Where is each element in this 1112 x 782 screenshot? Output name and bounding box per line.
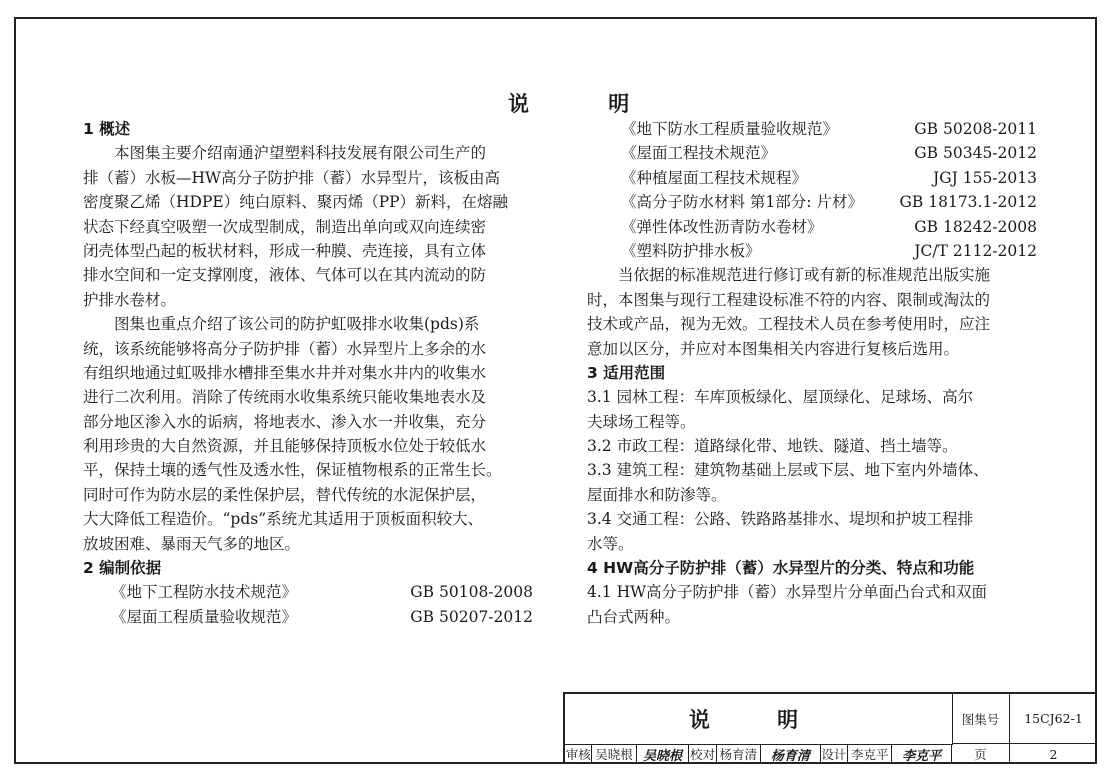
text-line: 有组织地通过虹吸排水槽排至集水井并对集水井内的收集水 [83, 363, 487, 382]
text-line: 水等。 [587, 534, 634, 553]
text-line: 3.1 园林工程：车库顶板绿化、屋顶绿化、足球场、高尔 [587, 388, 974, 407]
text-line: 同时可作为防水层的柔性保护层，替代传统的水泥保护层， [83, 485, 487, 504]
page-title: 说 明 [508, 91, 666, 116]
designer-signature: 李克平 [902, 748, 942, 764]
reference-code: GB 50108-2008 [410, 583, 533, 602]
section-1-paragraph-1 [83, 141, 533, 312]
check-label: 校对 [689, 744, 716, 764]
section-4-items [587, 580, 1037, 629]
text-line: 4.1 HW高分子防护排（蓄）水异型片分单面凸台式和双面 [587, 583, 988, 602]
section-2-title: 2 编制依据 [83, 559, 162, 578]
atlas-number-label: 图集号 [952, 694, 1010, 744]
reference-item [83, 605, 533, 629]
text-line: 放坡困难、暴雨天气多的地区。 [83, 534, 301, 553]
text-line: 时，本图集与现行工程建设标准不符的内容、限制或淘汰的 [587, 290, 991, 309]
reference-name: 《地下工程防水技术规范》 [111, 583, 298, 602]
reference-name: 《塑料防护排水板》 [621, 241, 761, 260]
reference-code: JC/T 2112-2012 [914, 241, 1037, 260]
reference-item [587, 117, 1037, 141]
reference-item [587, 190, 1037, 214]
text-line: 夫球场工程等。 [587, 412, 696, 431]
reference-name: 《屋面工程质量验收规范》 [111, 607, 298, 626]
atlas-number: 15CJ62-1 [1010, 694, 1097, 744]
text-line: 护排水卷材。 [83, 290, 177, 309]
text-line: 排（蓄）水板—HW高分子防护排（蓄）水异型片，该板由高 [83, 168, 500, 187]
checker-signature: 杨育清 [761, 744, 821, 764]
reference-name: 《弹性体改性沥青防水卷材》 [621, 217, 823, 236]
text-line: 大大降低工程造价。“pds”系统尤其适用于顶板面积较大、 [83, 510, 484, 529]
reference-name: 《屋面工程技术规范》 [621, 144, 777, 163]
reviewer-signature: 吴晓根 [637, 744, 690, 764]
text-line: 利用珍贵的大自然资源，并且能够保持顶板水位处于较低水 [83, 437, 487, 456]
reference-name: 《高分子防水材料 第1部分: 片材》 [621, 193, 863, 212]
text-line: 3.3 建筑工程：建筑物基础上层或下层、地下室内外墙体、 [587, 461, 989, 480]
text-line: 闭壳体型凸起的板状材料，形成一种膜、壳连接，具有立体 [83, 241, 487, 260]
reference-name: 《地下防水工程质量验收规范》 [621, 120, 839, 138]
text-line: 统，该系统能够将高分子防护排（蓄）水异型片上多余的水 [83, 339, 487, 358]
page-number: 2 [1049, 746, 1058, 762]
text-line: 凸台式两种。 [587, 607, 681, 626]
text-line: 屋面排水和防渗等。 [587, 485, 727, 504]
design-label: 设计 [821, 744, 848, 764]
text-line: 图集也重点介绍了该公司的防护虹吸排水收集(pds)系 [114, 315, 480, 334]
title-block-title: 说 明 [565, 694, 953, 745]
text-line: 平，保持土壤的透气性及透水性，保证植物根系的正常生长。 [83, 461, 502, 480]
reference-code: GB 50207-2012 [410, 607, 533, 626]
title-block [563, 692, 1097, 764]
text-line: 3.2 市政工程：道路绿化带、地铁、隧道、挡土墙等。 [587, 437, 958, 456]
reference-item [587, 215, 1037, 239]
text-line: 进行二次利用。消除了传统雨水收集系统只能收集地表水及 [83, 388, 487, 407]
reference-code: GB 18242-2008 [914, 217, 1037, 236]
signature-row [565, 744, 952, 764]
text-line: 当依据的标准规范进行修订或有新的标准规范出版实施 [618, 266, 991, 285]
reference-item [83, 580, 533, 604]
checker-name: 杨育清 [717, 744, 761, 764]
reference-item [587, 239, 1037, 263]
section-1-paragraph-2 [83, 312, 533, 556]
review-label: 审核 [565, 744, 592, 764]
reference-code: JGJ 155-2013 [932, 168, 1037, 187]
text-line: 技术或产品，视为无效。工程技术人员在参考使用时，应注 [587, 315, 991, 334]
reference-code: GB 18173.1-2012 [899, 193, 1037, 212]
text-line: 状态下经真空吸塑一次成型制成，制造出单向或双向连续密 [83, 217, 487, 236]
text-line: 排水空间和一定支撑刚度，液体、气体可以在其内流动的防 [83, 266, 487, 285]
text-line: 密度聚乙烯（HDPE）纯白原料、聚丙烯（PP）新料，在熔融 [83, 193, 509, 212]
reference-item [587, 166, 1037, 190]
text-line: 意加以区分，并应对本图集相关内容进行复核后选用。 [587, 339, 960, 358]
reviewer-name: 吴晓根 [592, 744, 636, 764]
text-line: 3.4 交通工程：公路、铁路路基排水、堤坝和护坡工程排 [587, 510, 974, 529]
reference-item [587, 141, 1037, 165]
standards-note [587, 263, 1037, 361]
designer-name: 李克平 [848, 744, 892, 764]
reference-code: GB 50208-2011 [914, 120, 1037, 138]
page-label: 页 [952, 744, 1010, 764]
reference-code: GB 50345-2012 [914, 144, 1037, 163]
section-1-title: 1 概述 [83, 120, 131, 138]
right-column [587, 117, 1037, 629]
section-3-title: 3 适用范围 [587, 363, 666, 382]
text-line: 本图集主要介绍南通沪望塑料科技发展有限公司生产的 [114, 144, 487, 163]
reference-name: 《种植屋面工程技术规程》 [621, 168, 808, 187]
section-4-title: 4 HW高分子防护排（蓄）水异型片的分类、特点和功能 [587, 559, 975, 578]
text-line: 部分地区渗入水的诟病，将地表水、渗入水一并收集，充分 [83, 412, 487, 431]
section-3-items [587, 385, 1037, 556]
left-column [83, 117, 533, 629]
